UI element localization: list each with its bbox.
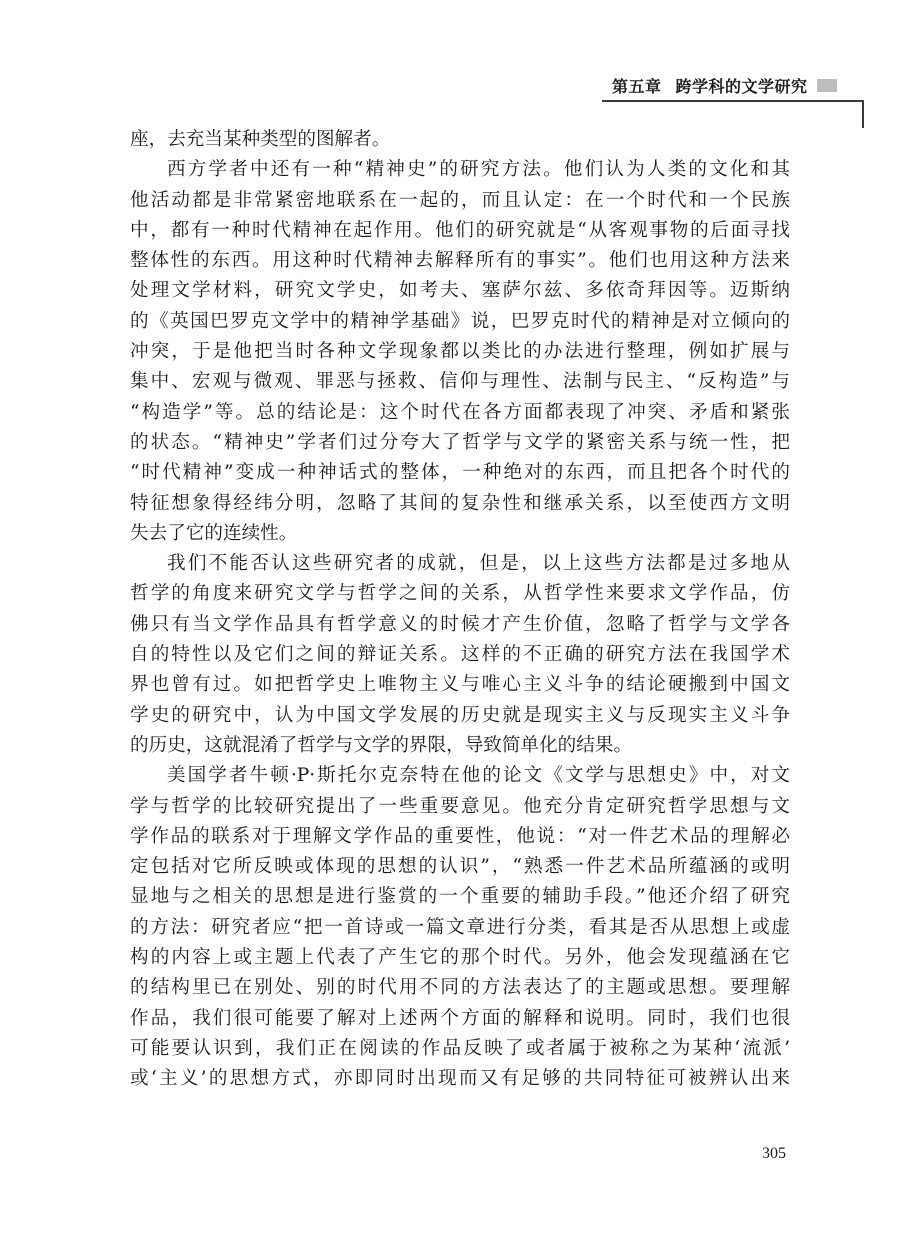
header-decoration bbox=[817, 79, 837, 92]
text-line: 的《英国巴罗克文学中的精神学基础》说，巴罗克时代的精神是对立倾向的 bbox=[130, 310, 790, 332]
text-line: 美国学者牛顿·P·斯托尔克奈特在他的论文《文学与思想史》中，对文 bbox=[167, 765, 790, 787]
text-line: 的状态。“精神史”学者们过分夸大了哲学与文学的紧密关系与统一性，把 bbox=[130, 431, 790, 453]
text-line: 哲学的角度来研究文学与哲学之间的关系，从哲学性来要求文学作品，仿 bbox=[130, 583, 790, 605]
text-line: 集中、宏观与微观、罪恶与拯救、信仰与理性、法制与民主、“反构造”与 bbox=[130, 371, 790, 393]
text-line: 界也曾有过。如把哲学史上唯物主义与唯心主义斗争的结论硬搬到中国文 bbox=[130, 674, 790, 696]
text-line: 定包括对它所反映或体现的思想的认识”，“熟悉一件艺术品所蕴涵的或明 bbox=[130, 856, 790, 878]
text-line: 的方法：研究者应“把一首诗或一篇文章进行分类，看其是否从思想上或虚 bbox=[130, 916, 790, 938]
text-line: 自的特性以及它们之间的辩证关系。这样的不正确的研究方法在我国学术 bbox=[130, 644, 790, 666]
chapter-title: 跨学科的文学研究 bbox=[675, 77, 808, 96]
text-line: 或‘主义’的思想方式，亦即同时出现而又有足够的共同特征可被辨认出来 bbox=[130, 1068, 790, 1090]
header-rule-vertical bbox=[862, 100, 864, 128]
text-line: 失去了它的连续性。 bbox=[130, 522, 298, 544]
text-line: 特征想象得经纬分明，忽略了其间的复杂性和继承关系，以至使西方文明 bbox=[130, 492, 790, 514]
text-line: 学史的研究中，认为中国文学发展的历史就是现实主义与反现实主义斗争 bbox=[130, 704, 790, 726]
text-line: 作品，我们很可能要了解对上述两个方面的解释和说明。同时，我们也很 bbox=[130, 1007, 790, 1029]
body-text bbox=[130, 125, 790, 1095]
text-line: 中，都有一种时代精神在起作用。他们的研究就是“从客观事物的后面寻找 bbox=[130, 219, 790, 241]
text-line: 佛只有当文学作品具有哲学意义的时候才产生价值，忽略了哲学与文学各 bbox=[130, 613, 790, 635]
text-line: “时代精神”变成一种神话式的整体，一种绝对的东西，而且把各个时代的 bbox=[130, 462, 790, 484]
running-header bbox=[612, 74, 808, 97]
page-number: 305 bbox=[762, 1145, 786, 1162]
text-line: 显地与之相关的思想是进行鉴赏的一个重要的辅助手段。”他还介绍了研究 bbox=[130, 886, 790, 908]
text-line: 学与哲学的比较研究提出了一些重要意见。他充分肯定研究哲学思想与文 bbox=[130, 795, 790, 817]
text-line: 冲突，于是他把当时各种文学现象都以类比的办法进行整理，例如扩展与 bbox=[130, 341, 790, 363]
text-line: 学作品的联系对于理解文学作品的重要性，他说：“对一件艺术品的理解必 bbox=[130, 825, 790, 847]
text-line: 的结构里已在别处、别的时代用不同的方法表达了的主题或思想。要理解 bbox=[130, 977, 790, 999]
text-line: 西方学者中还有一种“精神史”的研究方法。他们认为人类的文化和其 bbox=[167, 159, 790, 181]
header-rule bbox=[602, 100, 864, 102]
text-line: 处理文学材料，研究文学史，如考夫、塞萨尔兹、多依奇拜因等。迈斯纳 bbox=[130, 280, 790, 302]
text-line: 可能要认识到，我们正在阅读的作品反映了或者属于被称之为某种‘流派’ bbox=[130, 1037, 790, 1059]
text-line: 座，去充当某种类型的图解者。 bbox=[130, 129, 391, 150]
text-line: 构的内容上或主题上代表了产生它的那个时代。另外，他会发现蕴涵在它 bbox=[130, 947, 790, 969]
text-line: 他活动都是非常紧密地联系在一起的，而且认定：在一个时代和一个民族 bbox=[130, 189, 790, 211]
text-line: “构造学”等。总的结论是：这个时代在各方面都表现了冲突、矛盾和紧张 bbox=[130, 401, 790, 423]
text-line: 整体性的东西。用这种时代精神去解释所有的事实”。他们也用这种方法来 bbox=[130, 250, 790, 272]
text-line: 我们不能否认这些研究者的成就，但是，以上这些方法都是过多地从 bbox=[167, 553, 790, 575]
chapter-label: 第五章 bbox=[612, 77, 662, 96]
text-line: 的历史，这就混淆了哲学与文学的界限，导致简单化的结果。 bbox=[130, 734, 633, 756]
